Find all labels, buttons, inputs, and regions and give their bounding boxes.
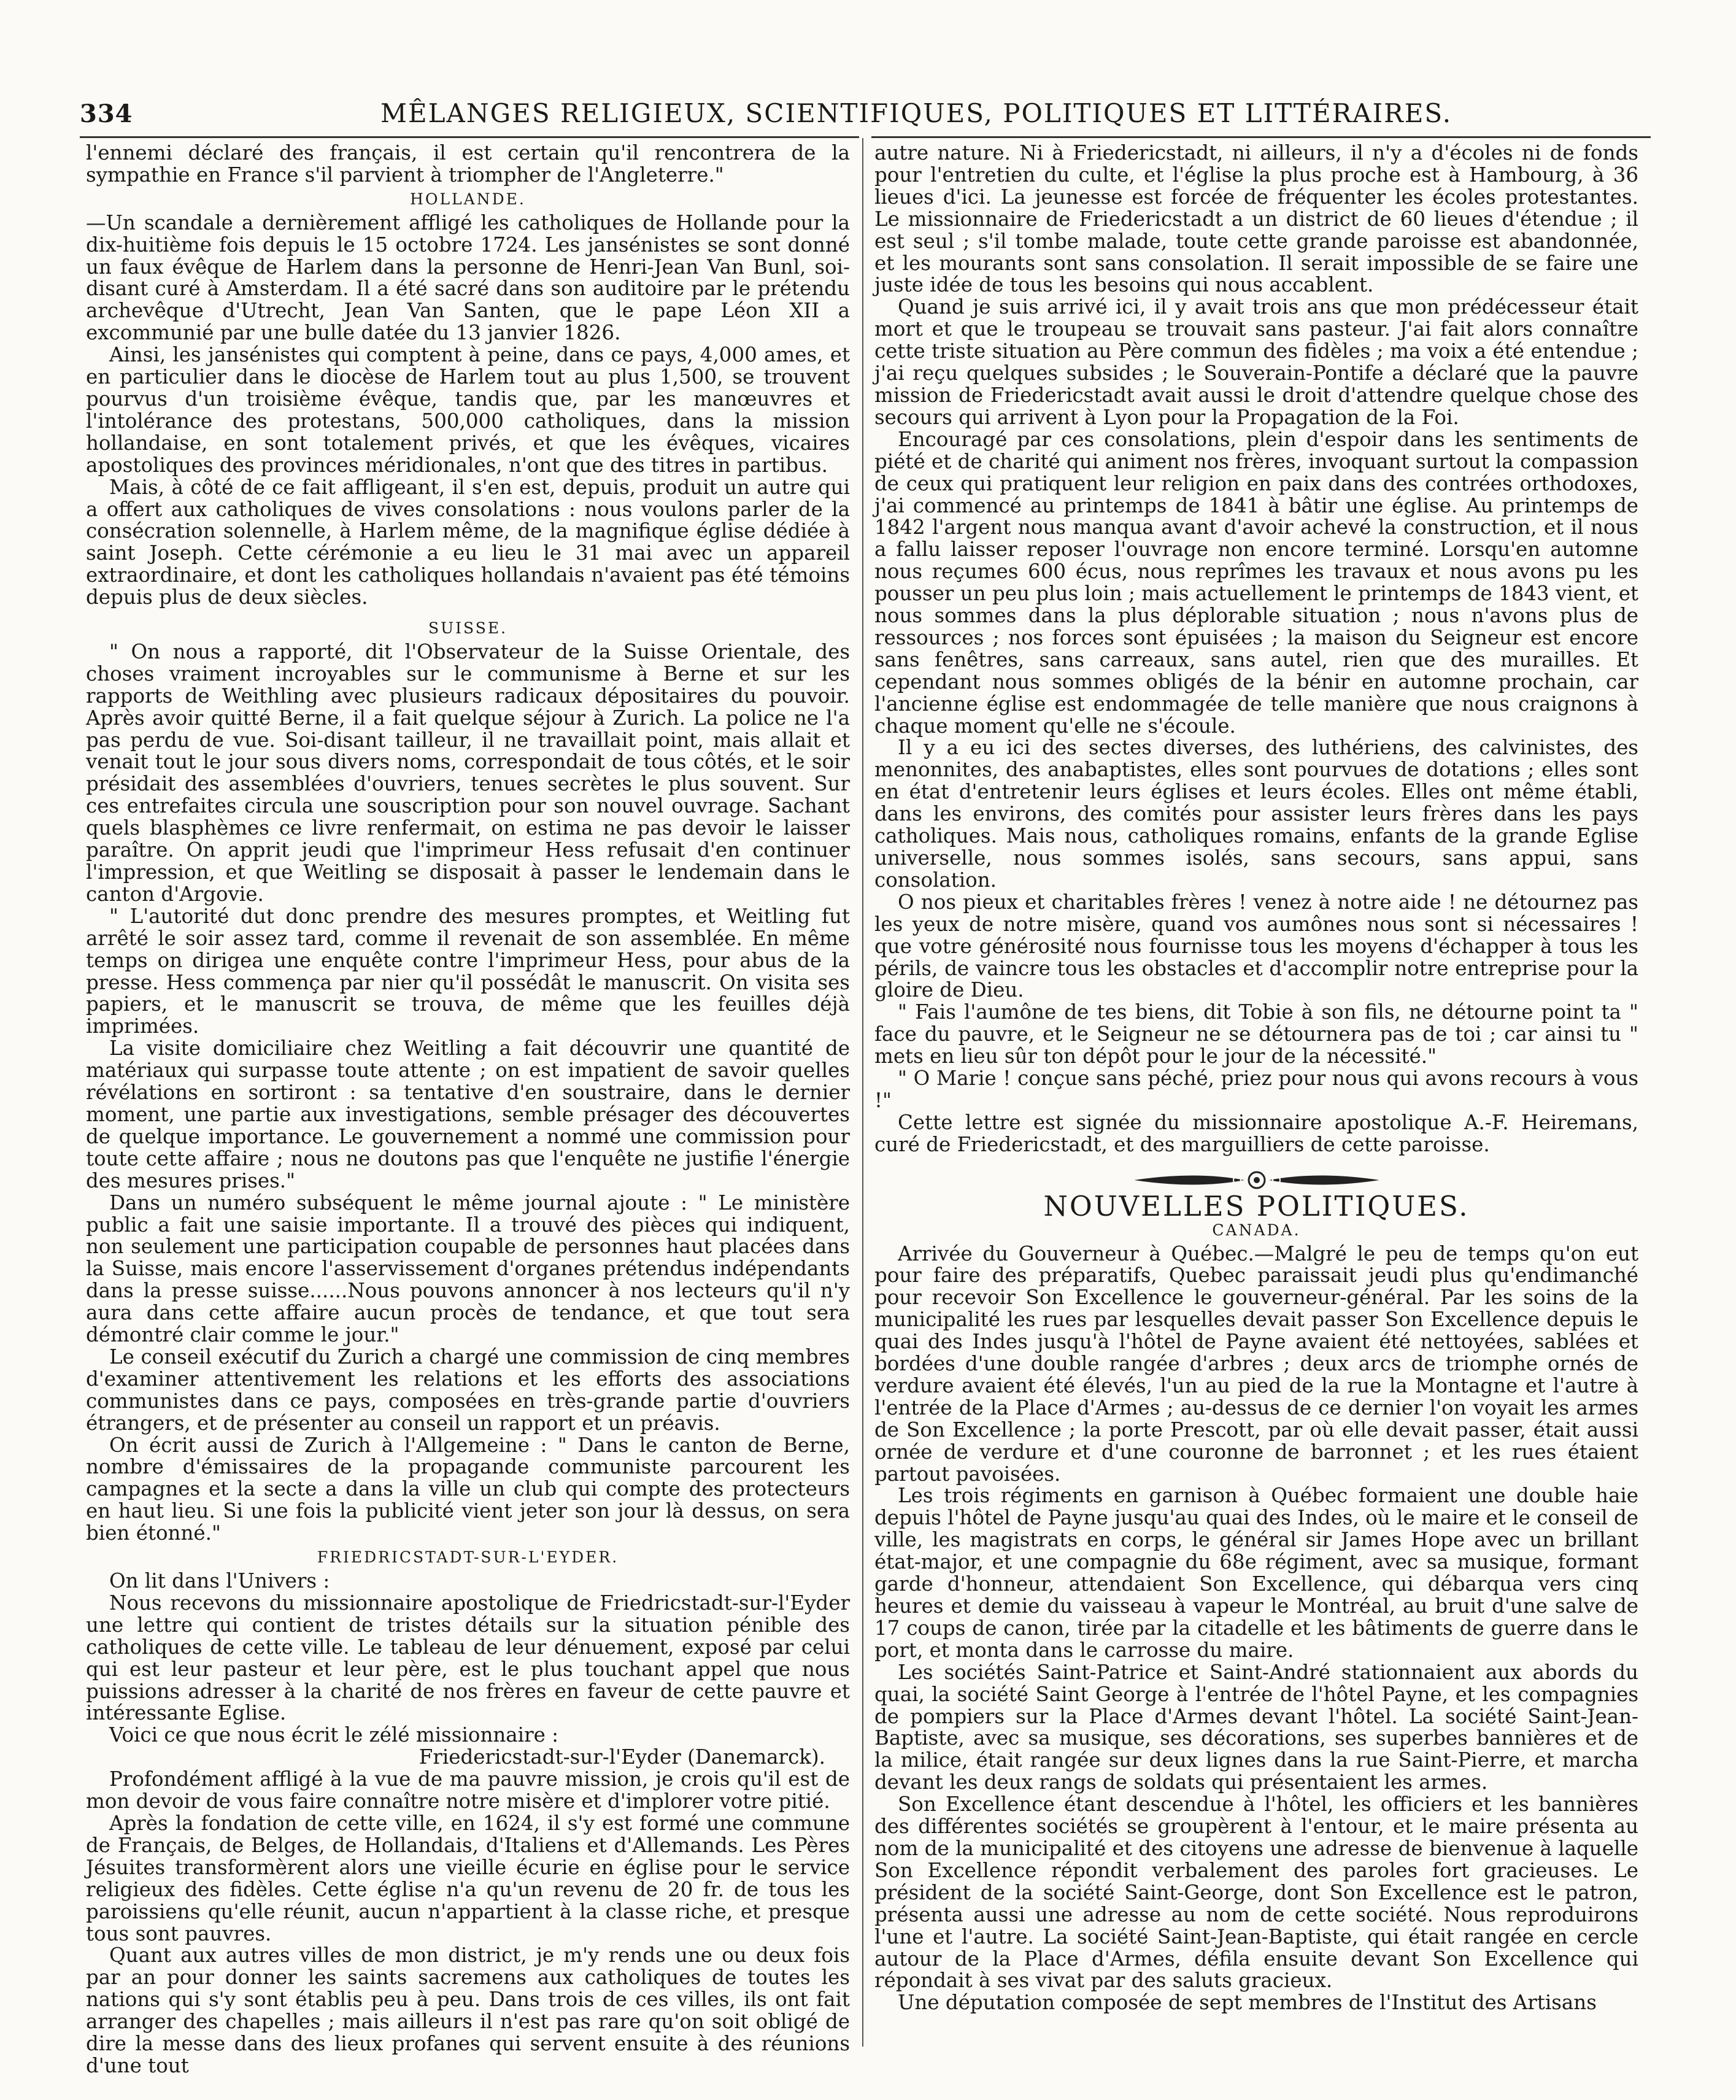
- quotation: " Fais l'aumône de tes biens, dit Tobie à son fils, ne détourne point ta " face du pauvre, et le Seigneur ne se détournera pas de toi ; car ainsi tu " mets en lieu sûr ton dépôt pour le jour de la nécessité.": [874, 1000, 1638, 1068]
- header-rule-left: [80, 136, 859, 138]
- paragraph: —Un scandale a dernièrement affligé les catholiques de Hollande pour la dix-huitième fois depuis le 15 octobre 1724. Les jansénistes se sont donné un faux évêque de Harlem dans la personne de Henri-Jean Van Bunl, soi-disant curé à Amsterdam. Il a été sacré dans son auditoire par le prétendu archevêque d'Utrecht, Jean Van Santen, que le pape Léon XII a excommunié par une bulle datée du 13 janvier 1826.: [86, 210, 850, 345]
- section-heading-friedricstadt: FRIEDRICSTADT-SUR-L'EYDER.: [317, 1548, 619, 1567]
- paragraph: Profondément affligé à la vue de ma pauvre mission, je crois qu'il est de mon devoir de vous faire connaître notre misère et d'implorer votre pitié.: [86, 1767, 850, 1813]
- decorative-ornament: [1128, 1168, 1386, 1192]
- paragraph: Les trois régiments en garnison à Québec formaient une double haie depuis l'hôtel de Payne jusqu'au quai des Indes, où le maire et le conseil de ville, les magistrats en corps, le général sir James Hope avec un brillant état-major, et une compagnie du 68e régiment, avec sa musique, formant garde d'honneur, attendaient Son Excellence, qui débarqua vers cinq heures et demie du vaisseau à vapeur le Montréal, au bruit d'une salve de 17 coups de canon, tirée par la citadelle et les bâtiments de guerre dans le port, et monta dans le carrosse du maire.: [874, 1484, 1638, 1662]
- paragraph: Mais, à côté de ce fait affligeant, il s'en est, depuis, produit un autre qui a offert aux catholiques de vives consolations : nous voulons parler de la consécration solennelle, à Harlem même, de la magnifique église dédiée à saint Joseph. Cette cérémonie a eu lieu le 31 mai avec un appareil extraordinaire, et dont les catholiques hollandais n'avaient pas été témoins depuis plus de deux siècles.: [86, 475, 850, 609]
- section-heading-suisse: SUISSE.: [428, 619, 508, 638]
- quotation: " O Marie ! conçue sans péché, priez pour nous qui avons recours à vous !": [874, 1067, 1638, 1112]
- paragraph: Ainsi, les jansénistes qui comptent à peine, dans ce pays, 4,000 ames, et en particulier dans le diocèse de Harlem tout au plus 1,500, se trouvent pourvus d'un troisième évêque, tandis que, par les manœuvres et l'intolérance des protestans, 500,000 catholiques, dans la mission hollandaise, en sont totalement privés, et que les évêques, vicaires apostoliques des provinces méridionales, n'ont que des titres in partibus.: [86, 343, 850, 477]
- paragraph: Cette lettre est signée du missionnaire apostolique A.-F. Heiremans, curé de Friedericstadt, et des marguilliers de cette paroisse.: [874, 1110, 1638, 1156]
- paragraph: Après la fondation de cette ville, en 1624, il s'y est formé une commune de Français, de Belges, de Hollandais, d'Italiens et d'Allemands. Les Pères Jésuites transformèrent alors une vieille écurie en église pour le service religieux des fidèles. Cette église n'a qu'un revenu de 20 fr. de tous les paroissiens qu'elle réunit, aucun n'appartient à la classe riche, et presque tous sont pauvres.: [86, 1811, 850, 1945]
- paragraph: Arrivée du Gouverneur à Québec.—Malgré le peu de temps qu'on eut pour faire des préparatifs, Quebec paraissait jeudi plus qu'endimanché pour recevoir Son Excellence le gouverneur-général. Par les soins de la municipalité les rues par lesquelles devait passer Son Excellence depuis le quai des Indes jusqu'à l'hôtel de Payne avaient été nettoyées, sablées et bordées d'une double rangée d'arbres ; deux arcs de triomphe ornés de verdure avaient été élevés, l'un au pied de la rue la Montagne et l'autre à l'entrée de la Place d'Armes ; au-dessus de ce dernier l'on voyait les armes de Son Excellence ; la porte Prescott, par où elle devait passer, était aussi ornée de verdure et d'une couronne de barronnet ; et les rues étaient partout pavoisées.: [874, 1241, 1638, 1486]
- paragraph: Nous recevons du missionnaire apostolique de Friedricstadt-sur-l'Eyder une lettre qui contient de tristes détails sur la situation pénible des catholiques de cette ville. Le tableau de leur dénuement, exposé par celui qui est leur pasteur et leur père, est le plus touchant appel que nous puissions adresser à la charité de nos frères en faveur de cette pauvre et intéressante Eglise.: [86, 1591, 850, 1725]
- paragraph: " L'autorité dut donc prendre des mesures promptes, et Weitling fut arrêté le soir assez tard, comme il revenait de son assemblée. En même temps on dirigea une enquête contre l'imprimeur Hess, pour abus de la presse. Hess commença par nier qu'il possédât le manuscrit. On visita ses papiers, et le manuscrit se trouva, de même que les feuilles déjà imprimées.: [86, 904, 850, 1038]
- paragraph: Encouragé par ces consolations, plein d'espoir dans les sentiments de piété et de charité qui animent nos frères, invoquant surtout la compassion de ceux qui pratiquent leur religion en paix dans des contrées orthodoxes, j'ai commencé au printemps de 1841 à bâtir une église. Au printemps de 1842 l'argent nous manqua avant d'avoir achevé la construction, et il nous a fallu laisser reposer l'ouvrage non encore terminé. Lorsqu'en automne nous reçumes 600 écus, nous reprîmes les travaux et nous avons pu les pousser un peu plus loin ; mais actuellement le printemps de 1843 vient, et nous sommes dans la plus déplorable situation ; nous n'avons plus de ressources ; nos forces sont épuisées ; la maison du Seigneur est encore sans fenêtres, sans carreaux, sans autel, rien que des murailles. Et cependant nous sommes obligés de la bénir en automne prochain, car l'ancienne église est endommagée de telle manière que nous craignons à chaque moment qu'elle ne s'écoule.: [874, 427, 1638, 738]
- page-number: 334: [80, 99, 133, 128]
- paragraph: Quand je suis arrivé ici, il y avait trois ans que mon prédécesseur était mort et que le troupeau se trouvait sans pasteur. J'ai fait alors connaître cette triste situation au Père commun des fidèles ; ma voix a été entendue ; j'ai reçu quelques subsides ; le Souverain-Pontife a déclaré que la pauvre mission de Friedericstadt avait aussi le droit d'attendre quelque chose des secours qui arrivent à Lyon pour la Propagation de la Foi.: [874, 295, 1638, 429]
- paragraph: On écrit aussi de Zurich à l'Allgemeine : " Dans le canton de Berne, nombre d'émissaires de la propagande communiste parcourent les campagnes et la secte a dans la ville un club qui compte des protecteurs en haut lieu. Si une fois la publicité vient jeter son jour là dessus, on sera bien étonné.": [86, 1433, 850, 1545]
- section-subheading-canada: CANADA.: [1212, 1221, 1301, 1239]
- paragraph: Une députation composée de sept membres de l'Institut des Artisans: [898, 1991, 1597, 2015]
- paragraph: On lit dans l'Univers :: [109, 1569, 330, 1592]
- article-continuation: l'ennemi déclaré des français, il est certain qu'il rencontrera de la sympathie en France s'il parvient à triompher de l'Angleterre.": [86, 141, 850, 187]
- header-rule-right: [871, 136, 1651, 138]
- paragraph: Quant aux autres villes de mon district, je m'y rends une ou deux fois par an pour donner les saints sacremens aux catholiques de toutes les nations qui s'y sont établis peu à peu. Dans trois de ces villes, ils ont fait arranger des chapelles ; mais ailleurs il n'est pas rare qu'on soit obligé de dire la messe dans des lieux profanes qui servent ensuite à des réunions d'une tout: [86, 1944, 850, 2077]
- paragraph: Dans un numéro subséquent le même journal ajoute : " Le ministère public a fait une saisie importante. Il a trouvé des pièces qui indiquent, non seulement une participation coupable de personnes haut placées dans la Suisse, mais encore l'asservissement d'organes prétendus indépendants dans la presse suisse......Nous pouvons annoncer à nos lecteurs qu'il n'y aura dans cette affaire aucun procès de tendance, et que tout sera démontré clair comme le jour.": [86, 1191, 850, 1347]
- page-header: [80, 92, 1638, 135]
- paragraph: La visite domiciliaire chez Weitling a fait découvrir une quantité de matériaux qui surpasse toute attente ; on est impatient de savoir quelles révélations en sortiront : sa tentative d'en soustraire, dans le dernier moment, une partie aux investigations, semble présager des découvertes de quelque importance. Le gouvernement a nommé une commission pour toute cette affaire ; nous ne doutons pas que l'enquête ne justifie l'énergie des mesures prises.": [86, 1036, 850, 1192]
- paragraph: Son Excellence étant descendue à l'hôtel, les officiers et les bannières des différentes sociétés se groupèrent à l'entour, et le maire présenta au nom de la municipalité et des citoyens une adresse de bienvenue à laquelle Son Excellence répondit verbalement des paroles fort gracieuses. Le président de la société Saint-George, dont Son Excellence est le patron, présenta aussi une adresse au nom de cette société. Nous reproduirons l'une et l'autre. La société Saint-Jean-Baptiste, qui était rangée en cercle autour de la Place d'Armes, défila ensuite devant Son Excellence qui répondait à ses vivat par des saluts gracieux.: [874, 1793, 1638, 1993]
- paragraph: O nos pieux et charitables frères ! venez à notre aide ! ne détournez pas les yeux de notre misère, quand vos aumônes nous sont si nécessaires ! que votre générosité nous fournisse tous les moyens d'échapper à tous les périls, de vaincre tous les obstacles et d'accomplir notre entreprise pour la gloire de Dieu.: [874, 890, 1638, 1002]
- paragraph: Il y a eu ici des sectes diverses, des luthériens, des calvinistes, des menonnites, des anabaptistes, elles sont pourvues de dotations ; elles sont en état d'entretenir leurs églises et leurs écoles. Elles ont même établi, dans les environs, des comités pour assister leurs frères dans les pays catholiques. Mais nous, catholiques romains, enfants de la grande Eglise universelle, nous sommes isolés, sans secours, sans appui, sans consolation.: [874, 736, 1638, 892]
- section-heading-hollande: HOLLANDE.: [410, 190, 526, 208]
- section-heading-nouvelles-politiques: NOUVELLES POLITIQUES.: [1043, 1189, 1470, 1222]
- column-divider: [862, 138, 863, 2047]
- paragraph: Le conseil exécutif du Zurich a chargé une commission de cinq membres d'examiner attentivement les relations et les efforts des associations communistes dans ce pays, composées en très-grande partie d'ouvriers étrangers, et de présenter au conseil un rapport et un préavis.: [86, 1345, 850, 1435]
- right-column: [874, 142, 1638, 2057]
- running-title: MÊLANGES RELIGIEUX, SCIENTIFIQUES, POLITIQUES ET LITTÉRAIRES.: [380, 98, 1452, 128]
- paragraph: autre nature. Ni à Friedericstadt, ni ailleurs, il n'y a d'écoles ni de fonds pour l'entretien du culte, et l'église la plus proche est à Hambourg, à 36 lieues d'ici. La jeunesse est forcée de fréquenter les écoles protestantes. Le missionnaire de Friedericstadt a un district de 60 lieues d'étendue ; il est seul ; s'il tombe malade, toute cette grande paroisse est abandonnée, et les mourants sont sans consolation. Il serait impossible de se faire une juste idée de tous les besoins qui nous accablent.: [874, 141, 1638, 297]
- paragraph: " On nous a rapporté, dit l'Observateur de la Suisse Orientale, des choses vraiment incroyables sur le communisme à Berne et sur les rapports de Weithling avec plusieurs radicaux dépositaires du pouvoir. Après avoir quitté Berne, il a fait quelque séjour à Zurich. La police ne l'a pas perdu de vue. Soi-disant tailleur, il ne travaillait point, mais allait et venait tout le jour sous divers noms, correspondait de tous côtés, et le soir présidait des assemblées d'ouvriers, tenues secrètes le plus souvent. Sur ces entrefaites circula une souscription pour son nouvel ouvrage. Sachant quels blasphèmes ce livre renfermait, on estima ne pas devoir le laisser paraître. On apprit jeudi que l'imprimeur Hess refusait d'en continuer l'impression, et que Weitling se disposait à passer le lendemain dans le canton d'Argovie.: [86, 639, 850, 906]
- paragraph: Voici ce que nous écrit le zélé missionnaire :: [109, 1723, 559, 1747]
- paragraph: Les sociétés Saint-Patrice et Saint-André stationnaient aux abords du quai, la société Saint George à l'entrée de l'hôtel Payne, et les compagnies de pompiers sur la Place d'Armes devant l'hôtel. La société Saint-Jean-Baptiste, avec sa musique, ses décorations, ses superbes bannières et de la milice, était rangée sur deux lignes dans la rue Saint-Pierre, et marcha devant les deux rangs de soldats qui présentaient les armes.: [874, 1660, 1638, 1794]
- letter-dateline: Friedericstadt-sur-l'Eyder (Danemarck).: [419, 1745, 825, 1769]
- left-column: [86, 141, 850, 2077]
